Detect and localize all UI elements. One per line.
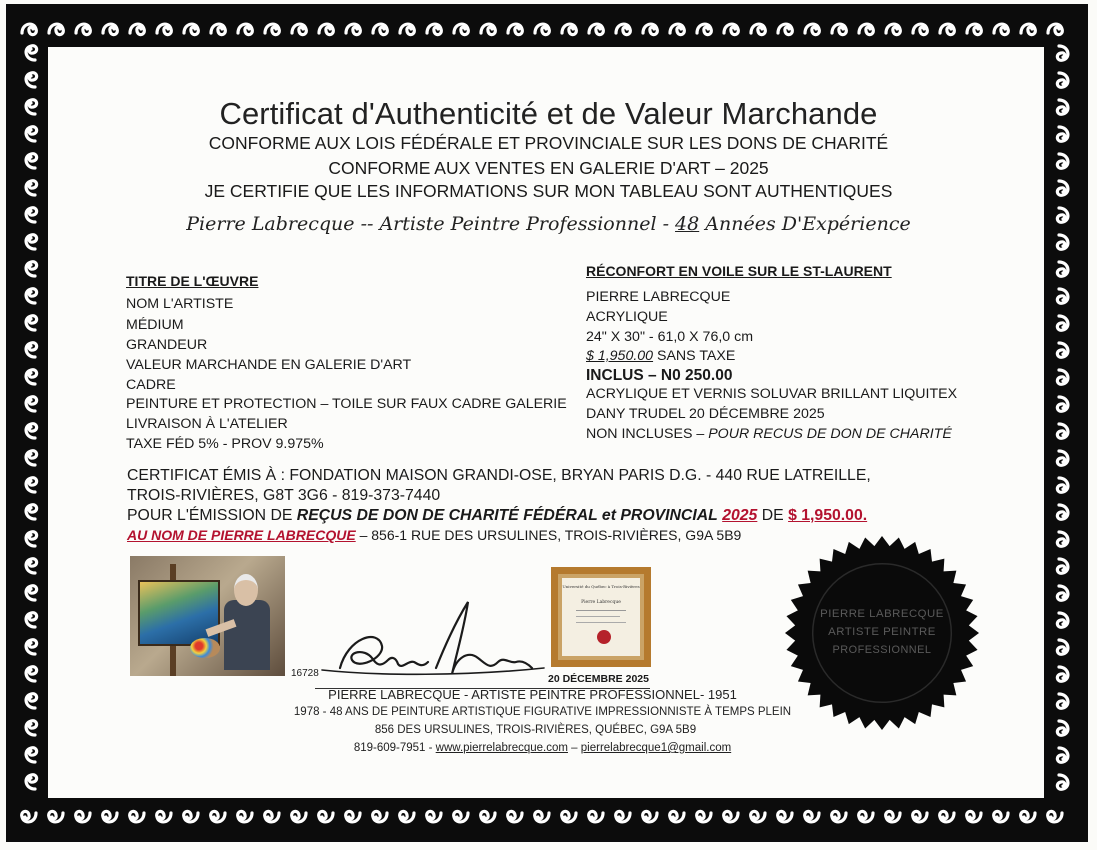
- artist-name-line: PIERRE LABRECQUE - ARTISTE PEINTRE PROFESSIONNEL- 1951: [328, 687, 737, 702]
- value-size: 24" X 30" - 61,0 X 76,0 cm: [586, 329, 754, 345]
- value-frame: INCLUS – N0 250.00: [586, 367, 733, 384]
- receipt-name-line: AU NOM DE PIERRE LABRECQUE – 856-1 RUE DES URSULINES, TROIS-RIVIÈRES, G9A 5B9: [127, 527, 742, 543]
- certificate-number: 16728: [291, 668, 319, 679]
- artist-script-line: Pierre Labrecque -- Artiste Peintre Professionnel - 48 Années D'Expérience: [186, 213, 911, 235]
- value-delivery: DANY TRUDEL 20 DÉCEMBRE 2025: [586, 406, 825, 422]
- email-link[interactable]: pierrelabrecque1@gmail.com: [580, 742, 732, 754]
- label-taxes: TAXE FÉD 5% - PROV 9.975%: [126, 436, 324, 452]
- issued-to-address: TROIS-RIVIÈRES, G8T 3G6 - 819-373-7440: [127, 487, 441, 504]
- label-size: GRANDEUR: [126, 337, 208, 353]
- certificate-title: Certificat d'Authenticité et de Valeur Marchande: [219, 96, 878, 131]
- subtitle-gallery-sales: CONFORME AUX VENTES EN GALERIE D'ART – 2025: [328, 158, 769, 178]
- svg-text:PIERRE LABRECQUE: PIERRE LABRECQUE: [820, 608, 944, 621]
- svg-text:PROFESSIONNEL: PROFESSIONNEL: [832, 643, 932, 656]
- value-artwork-title: RÉCONFORT EN VOILE SUR LE ST-LAURENT: [586, 263, 892, 279]
- label-artist-name: NOM L'ARTISTE: [126, 296, 234, 312]
- label-delivery: LIVRAISON À L'ATELIER: [126, 416, 288, 432]
- label-medium: MÉDIUM: [126, 317, 184, 333]
- artist-signature: [318, 598, 548, 690]
- artist-photo: [130, 556, 285, 676]
- label-frame: CADRE: [126, 377, 176, 393]
- address-line: 856 DES URSULINES, TROIS-RIVIÈRES, QUÉBEC, G9A 5B9: [374, 724, 697, 736]
- professional-seal: [783, 534, 981, 732]
- value-artist-name: PIERRE LABRECQUE: [586, 289, 731, 305]
- label-paint-protection: PEINTURE ET PROTECTION – TOILE SUR FAUX CADRE GALERIE: [126, 396, 567, 412]
- svg-text:ARTISTE PEINTRE: ARTISTE PEINTRE: [828, 625, 936, 638]
- label-artwork-title: TITRE DE L'ŒUVRE: [126, 273, 259, 289]
- value-taxes: NON INCLUSES – POUR RECUS DE DON DE CHARITÉ: [586, 426, 952, 442]
- framed-diploma: Université du Québec à Trois-Rivières Pierre Labrecque: [551, 567, 651, 667]
- subtitle-federal-provincial: CONFORME AUX LOIS FÉDÉRALE ET PROVINCIALE SUR LES DONS DE CHARITÉ: [208, 133, 889, 153]
- career-line: 1978 - 48 ANS DE PEINTURE ARTISTIQUE FIGURATIVE IMPRESSIONNISTE À TEMPS PLEIN: [293, 706, 792, 718]
- value-paint-protection: ACRYLIQUE ET VERNIS SOLUVAR BRILLANT LIQUITEX: [586, 386, 958, 402]
- receipt-purpose-line: POUR L'ÉMISSION DE REÇUS DE DON DE CHARITÉ FÉDÉRAL et PROVINCIAL 2025 DE $ 1,950.00.: [127, 507, 868, 524]
- signature-date: 20 DÉCEMBRE 2025: [548, 673, 649, 685]
- issued-to-line: CERTIFICAT ÉMIS À : FONDATION MAISON GRANDI-OSE, BRYAN PARIS D.G. - 440 RUE LATREILLE,: [127, 467, 871, 484]
- label-market-value: VALEUR MARCHANDE EN GALERIE D'ART: [126, 357, 412, 373]
- value-medium: ACRYLIQUE: [586, 309, 668, 325]
- subtitle-authenticity-statement: JE CERTIFIE QUE LES INFORMATIONS SUR MON TABLEAU SONT AUTHENTIQUES: [204, 181, 893, 201]
- value-market-value: $ 1,950.00 SANS TAXE: [586, 348, 736, 364]
- website-link[interactable]: www.pierrelabrecque.com: [435, 742, 568, 754]
- contact-line: 819-609-7951 - www.pierrelabrecque.com – pierrelabrecque1@gmail.com: [353, 742, 732, 754]
